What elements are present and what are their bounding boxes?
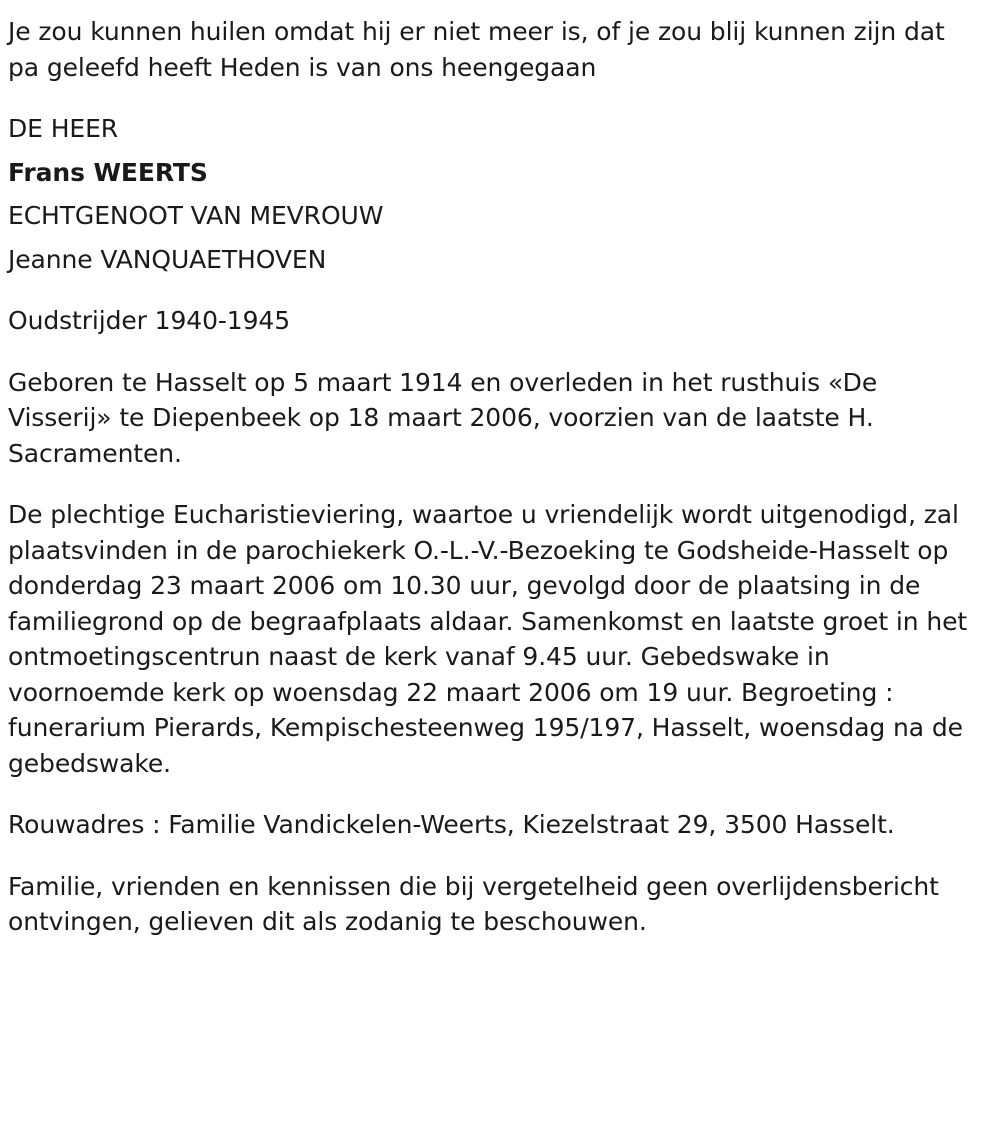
distinction: Oudstrijder 1940-1945 — [8, 306, 291, 335]
spacer — [8, 843, 978, 869]
spacer — [8, 277, 978, 303]
closing-note: Familie, vrienden en kennissen die bij vergetelheid geen overlijdensbericht ontvingen, gelieven dit als zodanig te beschouwen. — [8, 871, 939, 936]
spacer — [8, 234, 978, 242]
deceased-name: Frans WEERTS — [8, 157, 208, 187]
spacer — [8, 85, 978, 111]
service-details: De plechtige Eucharistieviering, waartoe u vriendelijk wordt uitgenodigd, zal plaatsvinden in de parochiekerk O.-L.-V.-Bezoeking te Godsheide-Hasselt op donderdag 23 maart 2006 om 10.30 uur, gevolgd door de plaatsing in de familiegrond op de begraafplaats aldaar. Samenkomst en laatste groet in het ontmoetingscentrun naast de kerk vanaf 9.45 uur. Gebedswake in voornoemde kerk op woensdag 22 maart 2006 om 19 uur. Begroeting : funerarium Pierards, Kempischesteenweg 195/197, Hasselt, woensdag na de gebedswake. — [8, 500, 968, 778]
opening-verse: Je zou kunnen huilen omdat hij er niet meer is, of je zou blij kunnen zijn dat pa geleefd heeft Heden is van ons heengegaan — [8, 17, 945, 82]
honorific: DE HEER — [8, 114, 119, 143]
mourning-address: Rouwadres : Familie Vandickelen-Weerts, Kiezelstraat 29, 3500 Hasselt. — [8, 810, 895, 839]
spacer — [8, 471, 978, 497]
spacer — [8, 147, 978, 155]
spouse-label: ECHTGENOOT VAN MEVROUW — [8, 201, 384, 230]
spacer — [8, 339, 978, 365]
spacer — [8, 781, 978, 807]
birth-death-details: Geboren te Hasselt op 5 maart 1914 en overleden in het rusthuis «De Visserij» te Diepenbeek op 18 maart 2006, voorzien van de laatste H. Sacramenten. — [8, 367, 878, 468]
spacer — [8, 190, 978, 198]
spouse-name: Jeanne VANQUAETHOVEN — [8, 244, 327, 274]
